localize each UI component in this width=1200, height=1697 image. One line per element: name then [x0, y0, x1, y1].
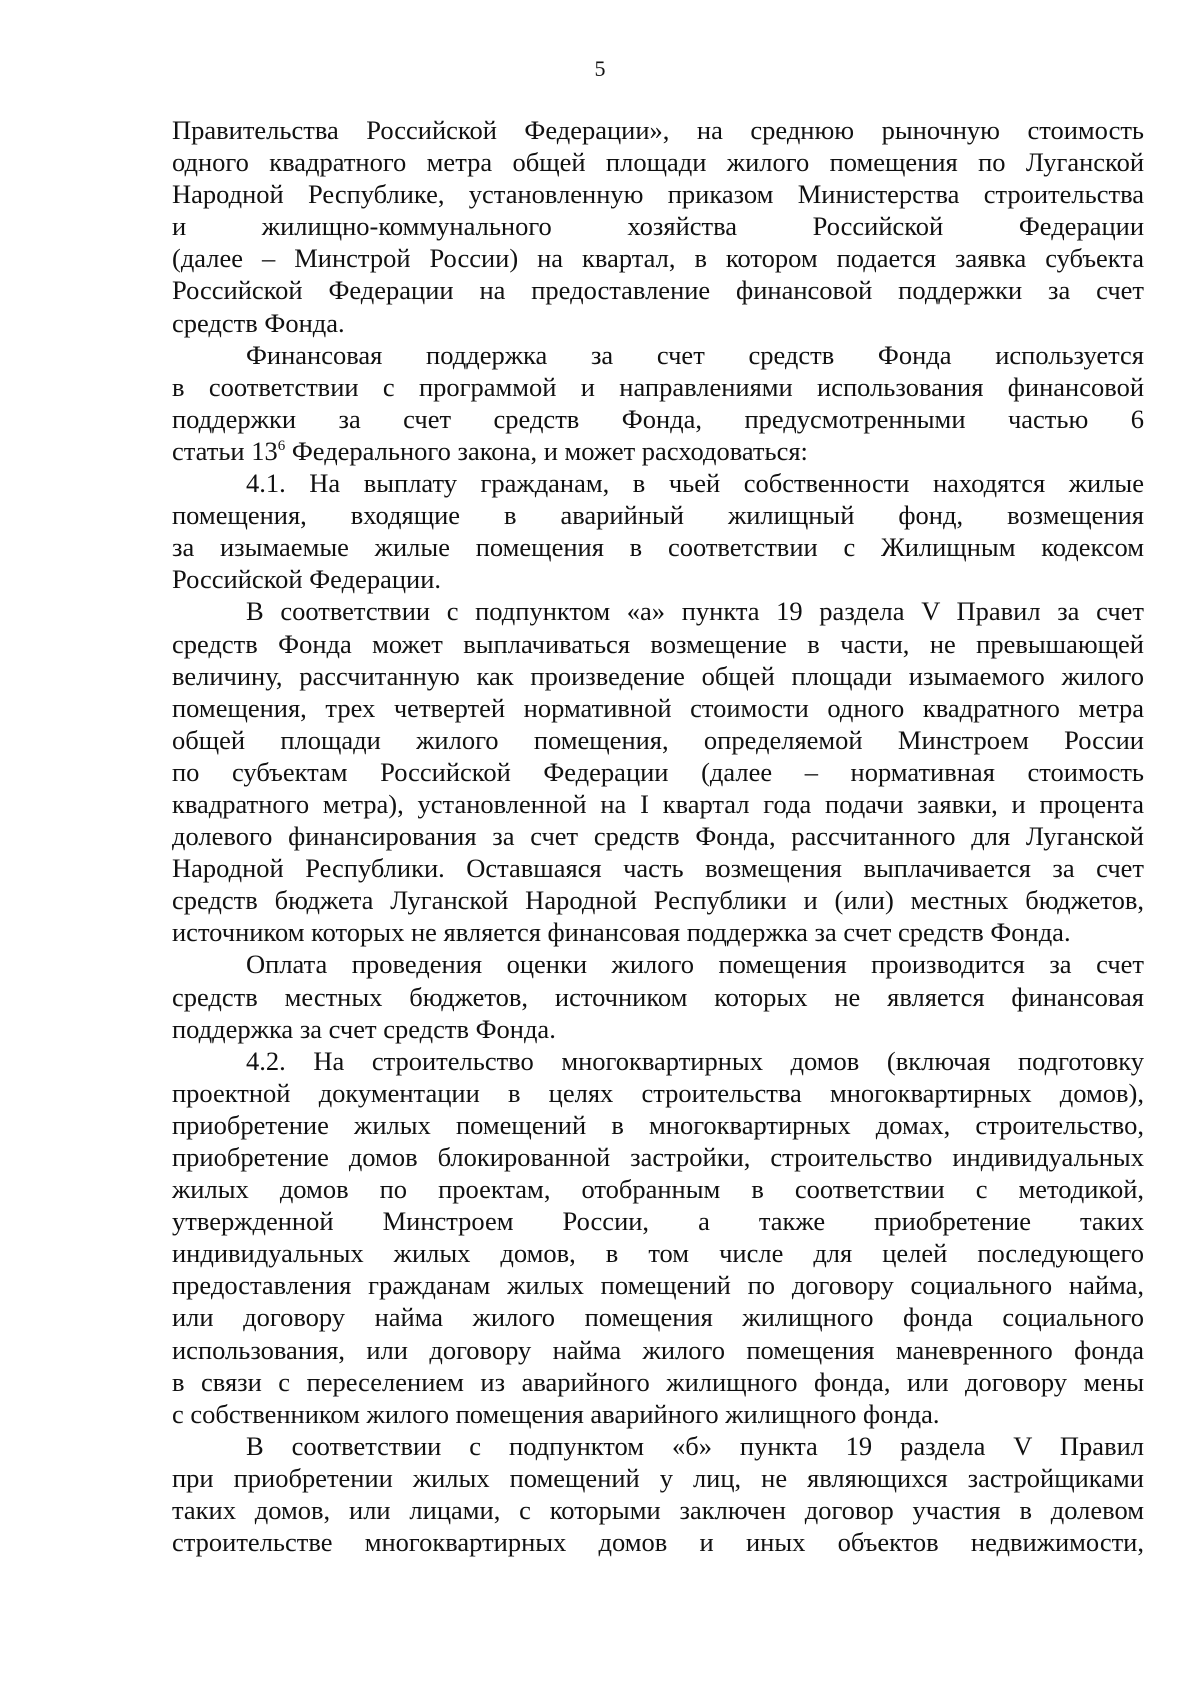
text-line: Оплата проведения оценки жилого помещения производится за счет [246, 949, 1144, 980]
text-line: средств Фонда может выплачиваться возмещение в части, не превышающей [172, 628, 1144, 659]
text-fragment: статьи 13 [172, 435, 278, 466]
text-line: средств местных бюджетов, источником которых не является финансовая [172, 981, 1144, 1012]
text-line: Народной Республике, установленную приказом Министерства строительства [172, 179, 1144, 210]
text-line: поддержки за счет средств Фонда, предусмотренными частью 6 [172, 403, 1144, 434]
text-line: приобретение жилых помещений в многоквартирных домах, строительство, [172, 1109, 1144, 1140]
text-line: одного квадратного метра общей площади жилого помещения по Луганской [172, 147, 1144, 178]
text-line: по субъектам Российской Федерации (далее – нормативная стоимость [172, 756, 1144, 787]
text-line: В соответствии с подпунктом «б» пункта 19 раздела V Правил [246, 1430, 1144, 1461]
text-line: (далее – Минстрой России) на квартал, в котором подается заявка субъекта [172, 243, 1144, 274]
paragraph-item-4-2 [172, 1045, 1144, 1430]
text-line: или договору найма жилого помещения жилищного фонда социального [172, 1302, 1144, 1333]
paragraph-assessment-payment [172, 948, 1144, 1044]
text-line: таких домов, или лицами, с которыми заключен договор участия в долевом [172, 1495, 1144, 1526]
text-line: индивидуальных жилых домов, в том числе для целей последующего [172, 1238, 1144, 1269]
text-line: строительстве многоквартирных домов и иных объектов недвижимости, [172, 1527, 1144, 1558]
page-number: 5 [594, 56, 606, 81]
text-line: 4.1. На выплату гражданам, в чьей собственности находятся жилые [246, 468, 1144, 499]
text-line: Российской Федерации. [172, 564, 441, 595]
text-line: квадратного метра), установленной на I квартал года подачи заявки, и процента [172, 788, 1144, 819]
text-line: использования, или договору найма жилого помещения маневренного фонда [172, 1334, 1144, 1365]
text-line: предоставления гражданам жилых помещений по договору социального найма, [172, 1270, 1144, 1301]
text-line: Российской Федерации на предоставление финансовой поддержки за счет [172, 275, 1144, 306]
text-line: источником которых не является финансовая поддержка за счет средств Фонда. [172, 917, 1071, 948]
text-line: помещения, входящие в аварийный жилищный фонд, возмещения [172, 500, 1144, 531]
text-line: за изымаемые жилые помещения в соответствии с Жилищным кодексом [172, 532, 1144, 563]
text-line: Финансовая поддержка за счет средств Фонда используется [246, 339, 1144, 370]
text-line: с собственником жилого помещения аварийного жилищного фонда. [172, 1398, 940, 1429]
text-line: и жилищно-коммунального хозяйства Российской Федерации [172, 211, 1144, 242]
paragraph-subitem-b [172, 1430, 1144, 1558]
text-line: проектной документации в целях строительства многоквартирных домов), [172, 1077, 1144, 1108]
text-line: помещения, трех четвертей нормативной стоимости одного квадратного метра [172, 692, 1144, 723]
document-body [172, 114, 1144, 1558]
text-line: средств бюджета Луганской Народной Республики и (или) местных бюджетов, [172, 885, 1144, 916]
paragraph-continuation [172, 114, 1144, 339]
text-line: поддержка за счет средств Фонда. [172, 1013, 556, 1044]
text-line: Народной Республики. Оставшаяся часть возмещения выплачивается за счет [172, 853, 1144, 884]
text-line: утвержденной Минстроем России, а также приобретение таких [172, 1206, 1144, 1237]
text-fragment: Федерального закона, и может расходоваться: [285, 435, 808, 466]
text-line: долевого финансирования за счет средств Фонда, рассчитанного для Луганской [172, 821, 1144, 852]
text-line: при приобретении жилых помещений у лиц, не являющихся застройщиками [172, 1462, 1144, 1493]
paragraph-financial-support [172, 339, 1144, 467]
text-line: в соответствии с программой и направлениями использования финансовой [172, 371, 1144, 402]
superscript: 6 [277, 438, 286, 455]
paragraph-subitem-a [172, 595, 1144, 948]
text-line: средств Фонда. [172, 307, 345, 338]
text-line: величину, рассчитанную как произведение общей площади изымаемого жилого [172, 660, 1144, 691]
text-line-with-superscript [172, 435, 1144, 467]
text-line: 4.2. На строительство многоквартирных домов (включая подготовку [246, 1045, 1144, 1076]
text-line: общей площади жилого помещения, определяемой Минстроем России [172, 724, 1144, 755]
text-line: В соответствии с подпунктом «а» пункта 19 раздела V Правил за счет [246, 596, 1144, 627]
text-line: Правительства Российской Федерации», на среднюю рыночную стоимость [172, 115, 1144, 145]
text-line: приобретение домов блокированной застройки, строительство индивидуальных [172, 1142, 1144, 1172]
text-line: в связи с переселением из аварийного жилищного фонда, или договору мены [172, 1366, 1144, 1397]
text-line: жилых домов по проектам, отобранным в соответствии с методикой, [172, 1174, 1144, 1205]
paragraph-item-4-1 [172, 467, 1144, 595]
